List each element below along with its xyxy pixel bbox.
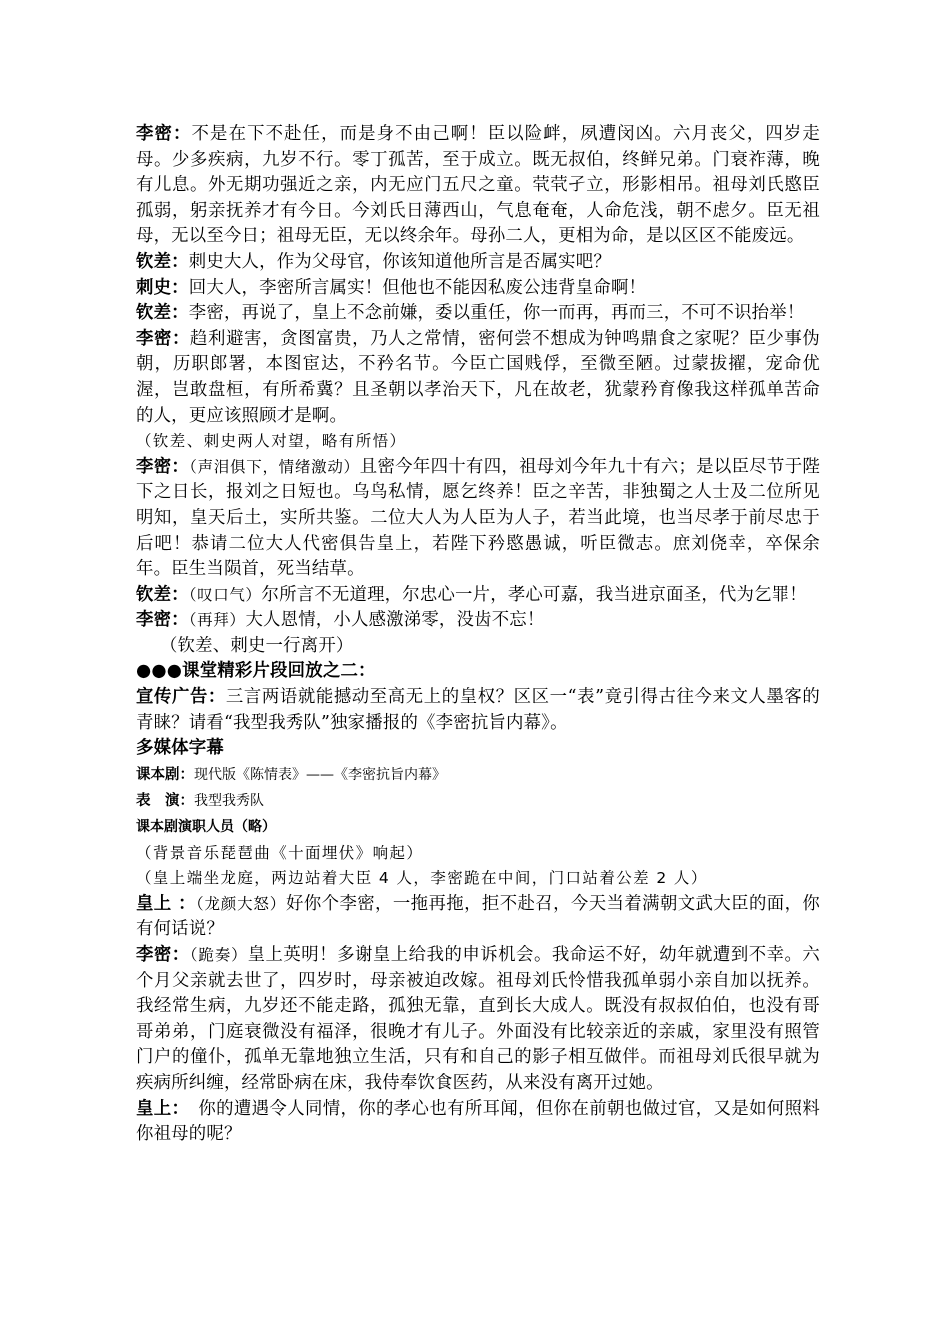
speaker-label: 李密：: [136, 610, 189, 631]
stage-direction: （钦差、刺史一行离开）: [160, 635, 354, 656]
dialogue-line: [136, 892, 820, 943]
dialogue-line: [136, 685, 820, 736]
speaker-label: 宣传广告：: [136, 687, 226, 708]
dialogue-line: [136, 455, 820, 583]
line-text: 尔所言不无道理，尔忠心一片，孝心可嘉，我当进京面圣，代为乞罪！: [261, 584, 807, 605]
stage-direction: （皇上端坐龙庭，两边站着大臣 4 人，李密跪在中间，门口站着公差 2 人）: [136, 869, 708, 888]
caption-line: [136, 762, 820, 789]
line-text: 回大人，李密所言属实！但他也不能因私废公违背皇命啊！: [188, 277, 647, 298]
line-text: 皇上英明！多谢皇上给我的申诉机会。我命运不好，幼年就遭到不幸。六个月父亲就去世了，四岁时，母亲被迫改嫁。祖母刘氏怜惜我孤单弱小亲自加以抚养。我经常生病，九岁还不能走路，孤独无靠，直到长大成人。既没有叔叔伯伯，也没有哥哥弟弟，门庭衰微没有福泽，很晚才有儿子。外面没有比较亲近的亲戚，家里没有照管门户的僮仆，孤单无靠地独立生活，只有和自己的影子相互做伴。而祖母刘氏很早就为疾病所纠缠，经常卧病在床，我侍奉饮食医药，从来没有离开过她。: [136, 945, 821, 1093]
section-heading: 多媒体字幕: [136, 738, 224, 759]
line-text: 好你个李密，一拖再拖，拒不赴召，今天当着满朝文武大臣的面，你有何话说？: [136, 893, 820, 940]
dialogue-line: [136, 122, 820, 250]
inline-direction: （跪奏）: [189, 946, 248, 964]
line-text: 你的遭遇令人同情，你的孝心也有所耳闻，但你在前朝也做过官，又是如何照料你祖母的呢？: [136, 1098, 820, 1145]
line-text: 李密，再说了，皇上不念前嫌，委以重任，你一而再，再而三，不可不识抬举！: [188, 303, 805, 324]
inline-direction: （再拜）: [188, 611, 246, 630]
dialogue-line: [136, 301, 820, 327]
inline-direction: （叹口气）: [188, 585, 262, 604]
speaker-label: 李密：: [136, 945, 190, 965]
caption-heading: 课本剧演职人员（略）: [136, 819, 276, 836]
caption-label: 课本剧：: [136, 765, 194, 783]
speaker-label: 刺史：: [136, 277, 189, 298]
dialogue-line: [136, 250, 820, 276]
line-text: 大人恩情，小人感激涕零，没齿不忘！: [245, 610, 545, 631]
dialogue-line: [136, 276, 820, 302]
dialogue-line: [136, 943, 820, 1097]
line-text: 且密今年四十有四，祖母刘今年九十有六；是以臣尽节于陛下之日长，报刘之日短也。乌鸟私情，愿乞终养！臣之辛苦，非独蜀之人士及二位所见明知，皇天后土，实所共鉴。二位大人为人臣为人子，若当此境，也当尽孝于前尽忠于后吧！恭请二位大人代密俱告皇上，若陛下矜愍愚诚，听臣微志。庶刘侥幸，卒保余年。臣生当陨首，死当结草。: [136, 456, 820, 580]
line-text: 不是在下不赴任，而是身不由己啊！臣以险衅，夙遭闵凶。六月丧父，四岁走母。少多疾病，九岁不行。零丁孤苦，至于成立。既无叔伯，终鲜兄弟。门衰祚薄，晚有儿息。外无期功强近之亲，内无应门五尺之童。茕茕孑立，形影相吊。祖母刘氏愍臣孤弱，躬亲抚养才有今日。今刘氏日薄西山，气息奄奄，人命危浅，朝不虑夕。臣无祖母，无以至今日；祖母无臣，无以终余年。母孙二人，更相为命，是以区区不能废远。: [136, 124, 820, 247]
caption-text: 现代版《陈情表》——《李密抗旨内幕》: [194, 766, 446, 783]
dialogue-line: [136, 608, 820, 634]
dialogue-line: [136, 583, 820, 609]
caption-label: 表 演：: [136, 792, 194, 810]
line-text: 三言两语就能撼动至高无上的皇权？区区一“表”竟引得古往今来文人墨客的青睐？请看“我型我秀队”独家播报的《李密抗旨内幕》。: [136, 687, 820, 733]
speaker-label: 钦差：: [136, 584, 189, 605]
line-text: 趋利避害，贪图富贵，乃人之常情，密何尝不想成为钟鸣鼎食之家呢？臣少事伪朝，历职郎署，本图宦达，不矜名节。今臣亡国贱俘，至微至陋。过蒙拔擢，宠命优渥，岂敢盘桓，有所希冀？且圣朝以孝治天下，凡在故老，犹蒙矜育像我这样孤单苦命的人，更应该照顾才是啊。: [136, 328, 820, 426]
caption-line: [136, 788, 820, 815]
speaker-label: 皇上：: [136, 1098, 181, 1119]
speaker-label: 李密：: [136, 124, 192, 144]
inline-direction: （声泪俱下，情绪激动）: [189, 457, 360, 476]
document-page: [136, 122, 820, 1148]
stage-direction: （背景音乐琵琶曲《十面埋伏》响起）: [136, 843, 424, 862]
speaker-label: 李密：: [136, 328, 191, 349]
section-heading: ●●●课堂精彩片段回放之二：: [136, 661, 376, 682]
dialogue-line: [136, 327, 820, 429]
speaker-label: 钦差：: [136, 303, 189, 324]
speaker-label: 皇上 ：: [136, 893, 196, 914]
line-text: 刺史大人，作为父母官，你该知道他所言是否属实吧？: [188, 251, 611, 272]
caption-text: 我型我秀队: [194, 793, 264, 810]
speaker-label: 钦差：: [136, 251, 189, 272]
speaker-label: 李密：: [136, 456, 190, 477]
dialogue-line: [136, 1097, 820, 1148]
stage-direction: （钦差、刺史两人对望，略有所悟）: [136, 432, 407, 451]
inline-direction: （龙颜大怒）: [195, 894, 287, 913]
